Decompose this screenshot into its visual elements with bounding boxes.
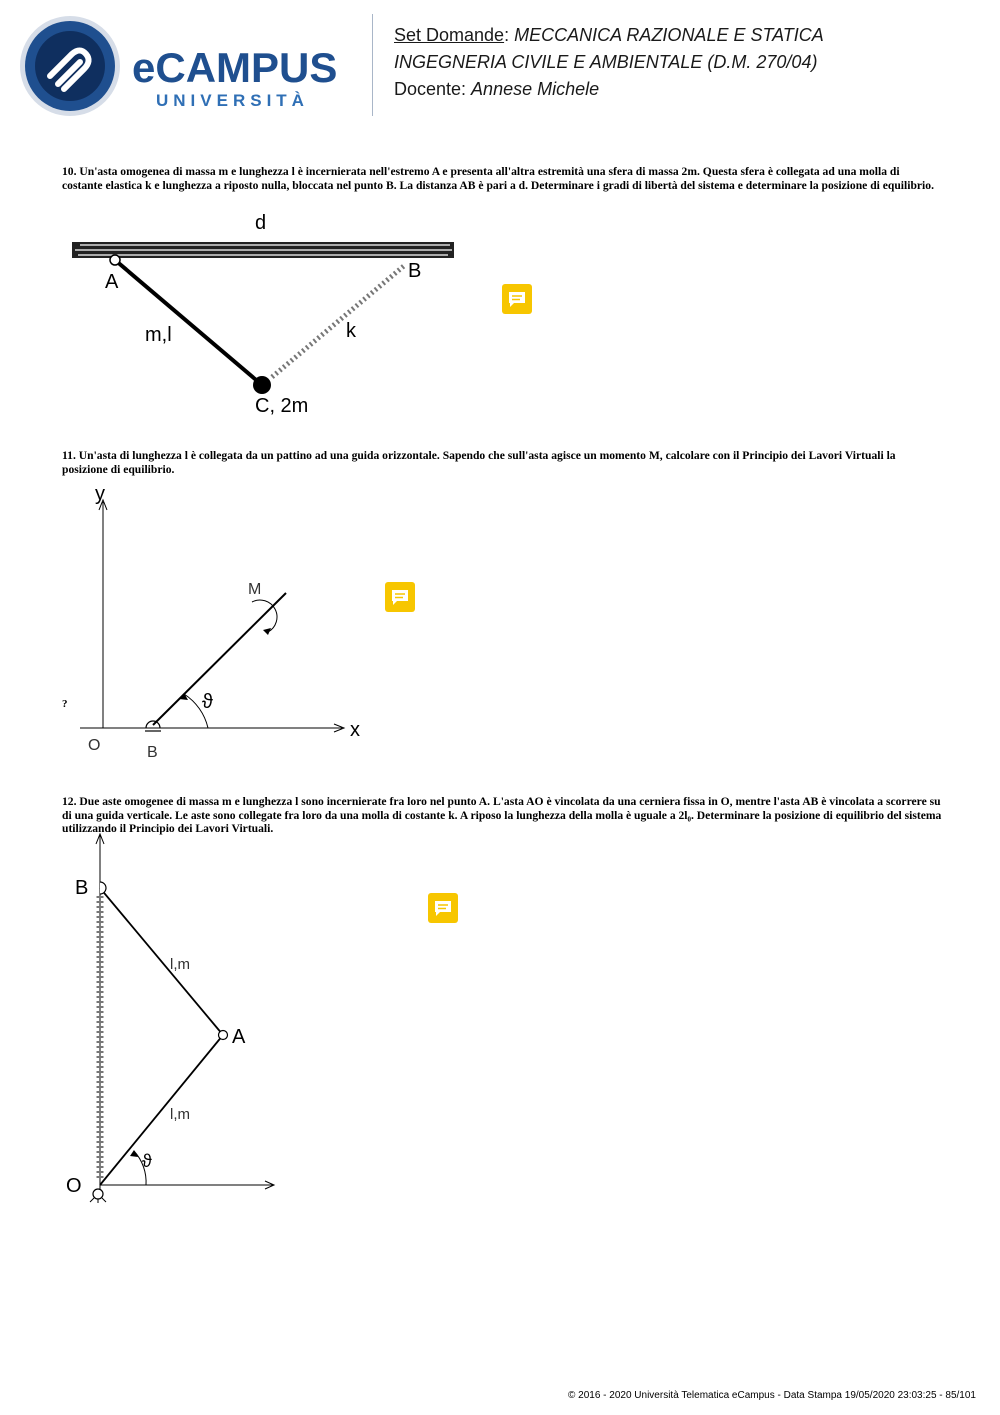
stray-mark: ? xyxy=(62,698,68,710)
question-10-figure xyxy=(60,205,470,420)
rod xyxy=(153,593,286,725)
label-m: M xyxy=(248,581,262,598)
rod-ab xyxy=(100,888,223,1035)
label-k: k xyxy=(346,320,356,342)
logo-graphic xyxy=(14,14,359,118)
header-degree-line xyxy=(394,49,824,76)
label-b: B xyxy=(408,260,422,282)
header-course-line xyxy=(394,22,824,49)
header-divider xyxy=(372,14,373,116)
course-name: MECCANICA RAZIONALE E STATICA xyxy=(514,25,824,45)
colon: : xyxy=(504,25,515,45)
comment-icon[interactable] xyxy=(385,582,415,612)
spring-k xyxy=(272,265,405,377)
label-b: B xyxy=(75,877,89,899)
hinge-a xyxy=(110,255,120,265)
label-lm-upper: l,m xyxy=(170,956,190,973)
label-c: C, 2m xyxy=(255,395,309,417)
label-theta: ϑ xyxy=(142,1151,152,1171)
hinge-a xyxy=(219,1031,228,1040)
sphere-c xyxy=(253,376,271,394)
label-lm-lower: l,m xyxy=(170,1106,190,1123)
question-11-figure xyxy=(80,480,380,765)
comment-icon[interactable] xyxy=(428,893,458,923)
slider-b xyxy=(100,882,106,894)
question-11-text: 11. Un'asta di lunghezza l è collegata da un pattino ad una guida orizzontale. Sapendo che sull'asta agisce un momento M, calcolare con il Principio dei Lavori Virtuali la posizione di equilibrio. xyxy=(62,449,896,476)
label-o: O xyxy=(88,737,101,754)
header-text xyxy=(394,22,824,103)
page-footer: © 2016 - 2020 Università Telematica eCampus - Data Stampa 19/05/2020 23:03:25 - 85/101 xyxy=(568,1390,976,1401)
teacher-name: Annese Michele xyxy=(471,79,600,99)
label-theta: ϑ xyxy=(202,691,213,713)
comment-icon[interactable] xyxy=(502,284,532,314)
teacher-label: Docente: xyxy=(394,79,472,99)
label-a: A xyxy=(232,1026,246,1048)
question-12-text: 12. Due aste omogenee di massa m e lunghezza l sono incernierate fra loro nel punto A. L'asta AO è vincolata da una cerniera fissa in O, mentre l'asta AB è vincolata a scorrere su di una guida verticale. Le aste sono collegate fra loro da una molla di costante k. A riposo la lunghezza della molla è uguale a 2l₀. Determinare la posizione di equilibrio del sistema utilizzando il Principio dei Lavori Virtuali. xyxy=(62,795,942,835)
header-teacher-line xyxy=(394,76,824,103)
logo-subtitle: UNIVERSITÀ xyxy=(156,91,309,110)
ecampus-logo xyxy=(14,14,359,118)
degree-name: INGEGNERIA CIVILE E AMBIENTALE (D.M. 270/04) xyxy=(394,52,818,72)
question-12-figure xyxy=(60,830,320,1210)
label-y: y xyxy=(95,483,105,505)
label-d: d xyxy=(255,212,267,234)
fixed-hinge-o xyxy=(93,1189,103,1199)
label-x: x xyxy=(350,719,360,741)
label-ml: m,l xyxy=(145,324,172,346)
label-o: O xyxy=(66,1175,82,1197)
logo-wordmark: eCAMPUS xyxy=(132,44,338,91)
rod-ac xyxy=(115,260,262,385)
set-label: Set Domande xyxy=(394,25,505,45)
label-a: A xyxy=(105,271,119,293)
label-b: B xyxy=(147,744,158,761)
rod-ao xyxy=(100,1035,223,1185)
question-10-text: 10. Un'asta omogenea di massa m e lunghezza l è incernierata nell'estremo A e presenta all'altra estremità una sfera di massa 2m. Questa sfera è collegata ad una molla di costante elastica k e lunghezza a riposto nulla, bloccata nel punto B. La distanza AB è pari a d. Determinare i gradi di libertà del sistema e determinare la posizione di equilibrio. xyxy=(62,165,934,192)
